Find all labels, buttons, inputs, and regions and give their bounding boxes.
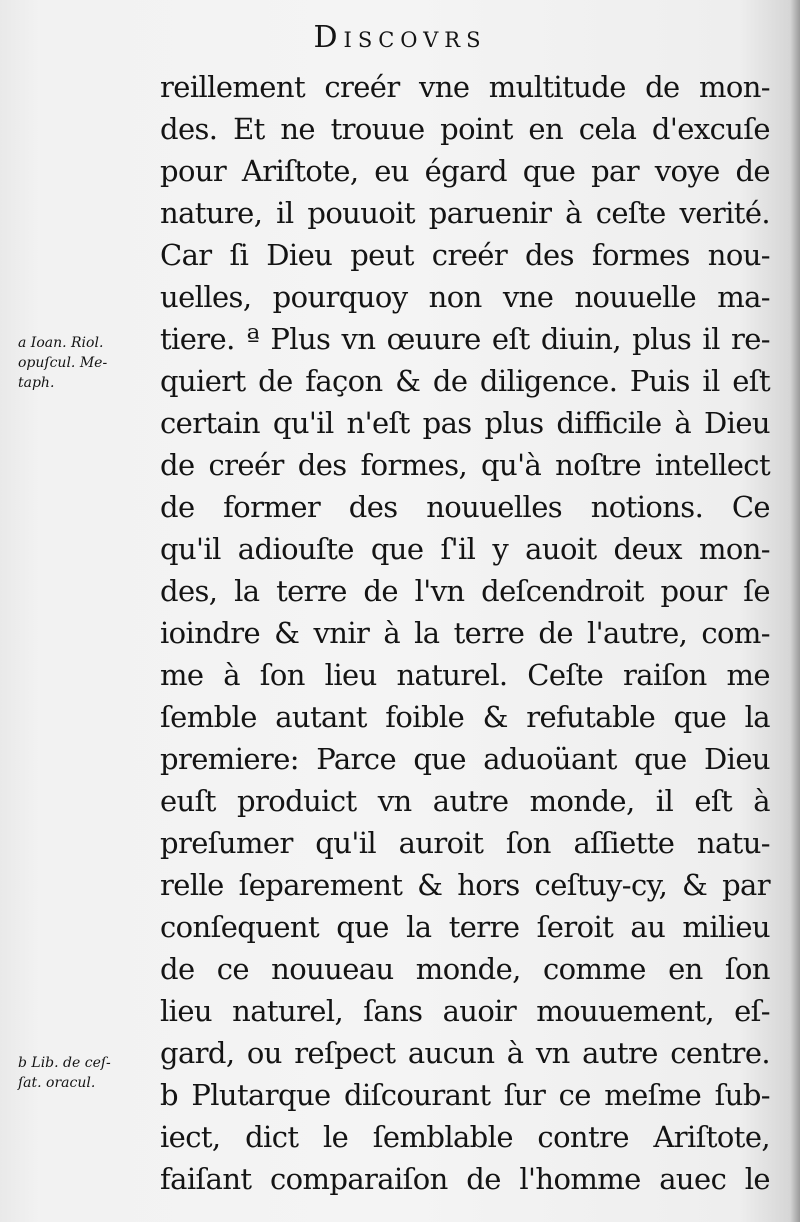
margin-note-line: b Lib. de ceſ- xyxy=(18,1055,111,1071)
text-line: nature, il pouuoit paruenir à ceſte verité. xyxy=(160,196,770,230)
text-line: euſt produict vn autre monde, il eſt à xyxy=(160,784,770,818)
text-line: ſemble autant foible & refutable que la xyxy=(160,700,770,734)
text-line: reillement creér vne multitude de mon- xyxy=(160,70,770,104)
text-line: qu'il adiouſte que ſ'il y auoit deux mon- xyxy=(160,532,770,566)
text-line: quiert de façon & de diligence. Puis il eſt xyxy=(160,364,770,398)
text-line: premiere: Parce que aduoüant que Dieu xyxy=(160,742,770,776)
text-line: certain qu'il n'eſt pas plus difficile à Dieu xyxy=(160,406,770,440)
text-line: me à ſon lieu naturel. Ceſte raiſon me xyxy=(160,658,770,692)
text-line: des. Et ne trouue point en cela d'excuſe xyxy=(160,112,770,146)
margin-note-line: ſat. oracul. xyxy=(18,1075,96,1091)
margin-note-line: opuſcul. Me- xyxy=(18,355,108,371)
text-line: des, la terre de l'vn deſcendroit pour ſe xyxy=(160,574,770,608)
margin-note-line: taph. xyxy=(18,375,55,391)
text-line: ioindre & vnir à la terre de l'autre, com- xyxy=(160,616,770,650)
margin-note-line: a Ioan. Riol. xyxy=(18,335,104,351)
text-line: lieu naturel, ſans auoir mouuement, eſ- xyxy=(160,994,770,1028)
text-line: faiſant comparaiſon de l'homme auec le xyxy=(160,1162,770,1196)
margin-note-a xyxy=(18,333,158,393)
running-header: Discovrs xyxy=(313,20,487,55)
text-line: relle ſeparement & hors ceſtuy-cy, & par xyxy=(160,868,770,902)
text-line: uelles, pourquoy non vne nouuelle ma- xyxy=(160,280,770,314)
text-line: de ce nouueau monde, comme en ſon xyxy=(160,952,770,986)
text-line: b Plutarque diſcourant ſur ce meſme ſub- xyxy=(160,1078,770,1112)
text-line: de creér des formes, qu'à noſtre intellect xyxy=(160,448,770,482)
margin-note-b xyxy=(18,1053,158,1093)
body-text xyxy=(160,66,770,1200)
text-line: conſequent que la terre ſeroit au milieu xyxy=(160,910,770,944)
text-line: iect, dict le ſemblable contre Ariſtote, xyxy=(160,1120,770,1154)
text-line: preſumer qu'il auroit ſon aſſiette natu- xyxy=(160,826,770,860)
text-line: de former des nouuelles notions. Ce xyxy=(160,490,770,524)
text-line: pour Ariſtote, eu égard que par voye de xyxy=(160,154,770,188)
text-line: Car ſi Dieu peut creér des formes nou- xyxy=(160,238,770,272)
text-line: gard, ou reſpect aucun à vn autre centre. xyxy=(160,1036,770,1070)
text-line: tiere. ª Plus vn œuure eſt diuin, plus il re- xyxy=(160,322,770,356)
